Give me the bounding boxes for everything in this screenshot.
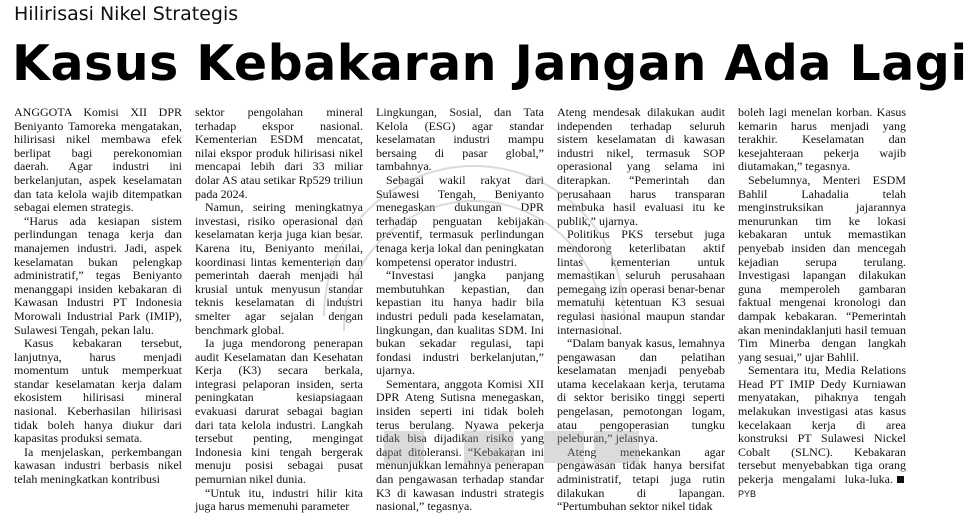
article-column-4 bbox=[557, 105, 726, 514]
article-column-5 bbox=[738, 106, 906, 503]
article-kicker: Hilirisasi Nikel Strategis bbox=[14, 3, 239, 25]
paragraph: Kasus kebakaran tersebut, lanjutnya, harus menjadi momentum untuk memperkuat standar keselamatan kerja dalam ekosistem hilirisasi mineral nasional. Keberhasilan hilirisasi tidak boleh hanya diukur dari kapasitas produksi semata. bbox=[14, 336, 182, 446]
paragraph: “Untuk itu, industri hilir kita juga harus memenuhi parameter bbox=[195, 485, 363, 514]
paragraph: Lingkungan, Sosial, dan Tata Kelola (ESG) agar standar keselamatan industri mampu bersaing di pasar global,” tambahnya. bbox=[376, 105, 544, 174]
paragraph: Ateng mendesak dilakukan audit independen terhadap seluruh sistem keselamatan di kawasan industri nikel, termasuk SOP operasional yang selama ini diterapkan. “Pemerintah dan perusahaan harus transparan membuka hasil evaluasi itu ke publik,” ujarnya. bbox=[557, 105, 725, 228]
end-mark-icon bbox=[897, 476, 904, 483]
article-column-2 bbox=[195, 105, 363, 514]
article-column-1 bbox=[14, 106, 182, 503]
article-headline: Kasus Kebakaran Jangan Ada Lagi bbox=[12, 35, 968, 92]
paragraph: “Investasi jangka panjang membutuhkan kepastian, dan kepastian itu hanya hadir bila industri peduli pada keselamatan, lingkungan, dan kualitas SDM. Ini bukan sekadar regulasi, tapi fondasi industri berkelanjutan,” ujarnya. bbox=[376, 268, 544, 378]
author-credit: PYB bbox=[738, 488, 757, 499]
paragraph: sektor pengolahan mineral terhadap ekspor nasional. Kementerian ESDM mencatat, nilai ekspor produk hilirisasi nikel mencapai lebih dari 33 miliar dolar AS atau setikar Rp529 triliun pada 2024. bbox=[195, 105, 363, 201]
paragraph: Sebelumnya, Menteri ESDM Bahlil Lahadalia telah menginstruksikan jajarannya menurunkan tim ke lokasi kebakaran untuk memastikan penyebab insiden dan mencegah kejadian serupa terulang. Investigasi lapangan dilakukan guna memperoleh gambaran faktual mengenai kronologi dan dampak kebakaran. “Pemerintah akan menindaklanjuti hasil temuan Tim Minerba dengan langkah yang sesuai,” ujar Bahlil. bbox=[738, 172, 906, 364]
paragraph: Ateng menekankan agar pengawasan tidak hanya bersifat administratif, tetapi juga rutin dilakukan di lapangan. “Pertumbuhan sektor nikel tidak bbox=[557, 444, 725, 514]
paragraph: “Dalam banyak kasus, lemahnya pengawasan dan pelatihan keselamatan menjadi penyebab utama kecelakaan kerja, terutama di sektor berisiko tinggi seperti pengelasan, pemotongan logam, atau pengoperasian tungku peleburan,” jelasnya. bbox=[557, 336, 725, 446]
paragraph: ANGGOTA Komisi XII DPR Beniyanto Tamoreka mengatakan, hilirisasi nikel membawa efek berlipat bagi perekonomian daerah. Agar industri ini berkelanjutan, aspek keselamatan dan tata kelola wajib ditempatkan sebagai elemen strategis. bbox=[14, 105, 182, 215]
paragraph: boleh lagi menelan korban. Kasus kemarin harus menjadi yang terakhir. Keselamatan dan kesejahteraan pekerja wajib diutamakan,” tegasnya. bbox=[738, 105, 906, 174]
paragraph: “Harus ada kesiapan sistem perlindungan tenaga kerja dan manajemen industri. Jadi, aspek keselamatan bukan pelengkap administratif,” tegas Beniyanto menanggapi insiden kebakaran di Kawasan Industri PT Indonesia Morowali Industrial Park (IMIP), Sulawesi Tengah, pekan lalu. bbox=[14, 213, 182, 337]
paragraph: Politikus PKS tersebut juga mendorong keterlibatan aktif lintas kementerian untuk memastikan seluruh perusahaan pemegang izin operasi benar-benar mematuhi ketentuan K3 sesuai regulasi nasional maupun standar internasional. bbox=[557, 227, 726, 337]
paragraph: Namun, seiring meningkatnya investasi, risiko operasional dan keselamatan kerja juga kian besar. Karena itu, Beniyanto menilai, koordinasi lintas kementerian dan pemerintah daerah menjadi hal krusial untuk menyusun standar teknis keselamatan di industri smelter agar sejalan dengan benchmark global. bbox=[195, 200, 363, 337]
article-body bbox=[14, 105, 907, 514]
paragraph: Sementara, anggota Komisi XII DPR Ateng Sutisna menegaskan, insiden seperti ini tidak boleh terus berulang. Nyawa pekerja tidak bisa dijadikan risiko yang dapat ditoleransi. “Kebakaran ini menunjukkan lemahnya penerapan dan pengawasan terhadap standar K3 di kawasan industri strategis nasional,” tegasnya. bbox=[376, 376, 544, 514]
article-column-3 bbox=[376, 105, 544, 514]
paragraph bbox=[738, 364, 906, 501]
paragraph: Sebagai wakil rakyat dari Sulawesi Tengah, Beniyanto menegaskan dukungan DPR terhadap penguatan kebijakan preventif, termasuk perlindungan tenaga kerja lokal dan peningkatan kompetensi operator industri. bbox=[376, 172, 544, 269]
paragraph-text: Sementara itu, Media Relations Head PT IMIP Dedy Kurniawan menyatakan, pihaknya tengah melakukan investigasi atas kasus kecelakaan kerja di area konstruksi PT Sulawesi Nickel Cobalt (SLNC). Kebakaran tersebut menyebabkan tiga orang pekerja mengalami luka-luka. bbox=[738, 363, 906, 487]
paragraph: Ia juga mendorong penerapan audit Keselamatan dan Kesehatan Kerja (K3) secara berkala, integrasi pelaporan insiden, serta peningkatan kesiapsiagaan evakuasi darurat sebagai bagian dari tata kelola industri. Langkah tersebut penting, mengingat Indonesia kini tengah bergerak menuju posisi sebagai pusat pemurnian nikel dunia. bbox=[195, 336, 363, 487]
paragraph: Ia menjelaskan, perkembangan kawasan industri berbasis nikel telah meningkatkan kontribusi bbox=[14, 444, 182, 487]
